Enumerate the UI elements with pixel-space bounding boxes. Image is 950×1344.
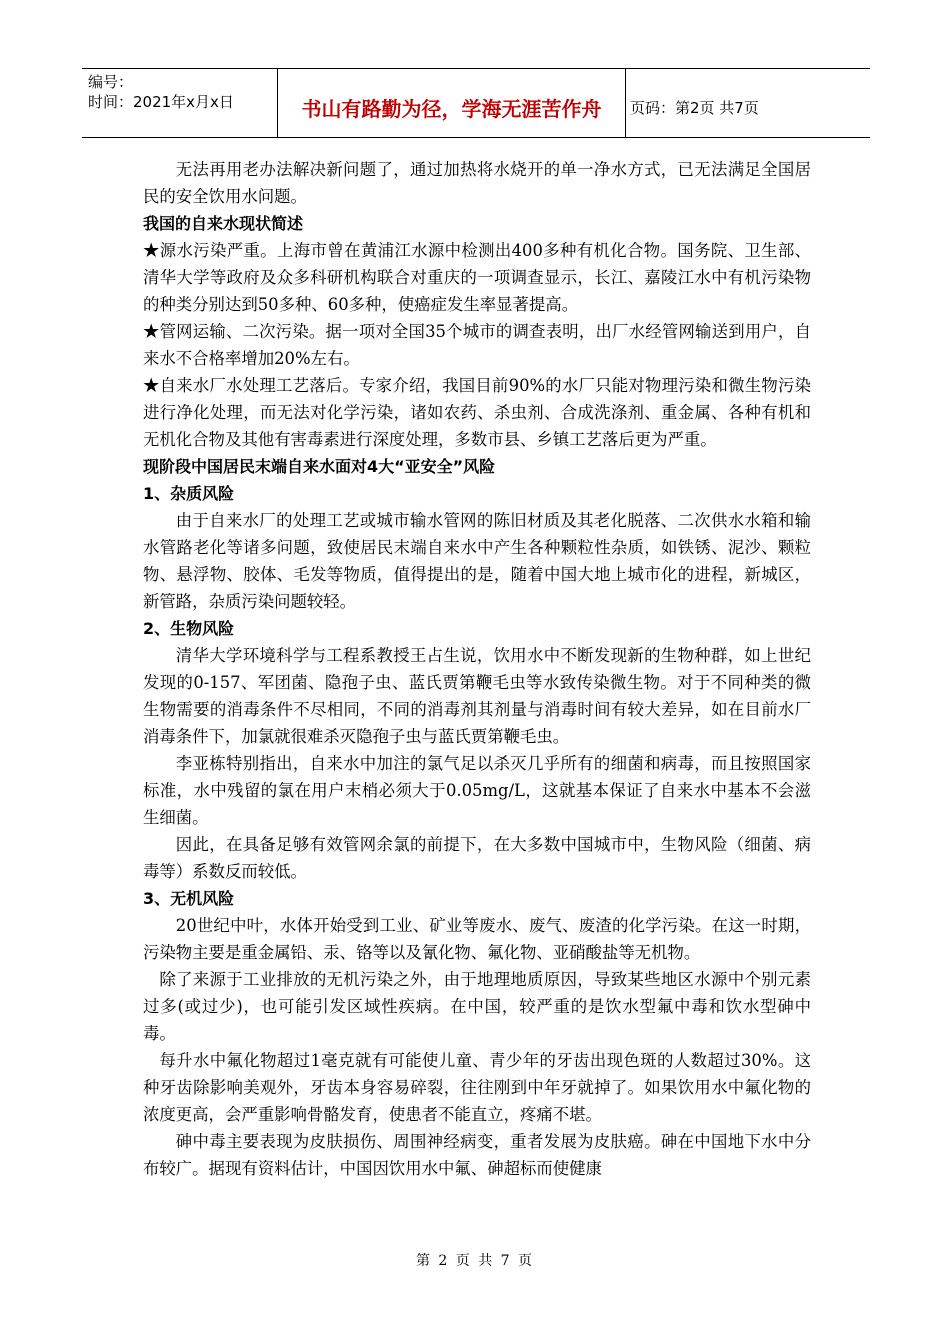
subsection-heading: 1、杂质风险 <box>143 484 235 503</box>
paragraph: 除了来源于工业排放的无机污染之外，由于地理地质原因，导致某些地区水源中个别元素过多(或过少)，也可能引发区域性疾病。在中国，较严重的是饮水型氟中毒和饮水型砷中毒。 <box>143 970 811 1043</box>
paragraph: 每升水中氟化物超过1毫克就有可能使儿童、青少年的牙齿出现色斑的人数超过30%。这种牙齿除影响美观外，牙齿本身容易碎裂，往往刚到中年牙就掉了。如果饮用水中氟化物的浓度更高，会严重影响骨骼发育，使患者不能直立，疼痛不堪。 <box>143 1051 811 1124</box>
paragraph: 由于自来水厂的处理工艺或城市输水管网的陈旧材质及其老化脱落、二次供水水箱和输水管路老化等诸多问题，致使居民末端自来水中产生各种颗粒性杂质，如铁锈、泥沙、颗粒物、悬浮物、胶体、毛发等物质，值得提出的是，随着中国大地上城市化的进程，新城区，新管路，杂质污染问题较轻。 <box>143 511 811 611</box>
paragraph: 因此，在具备足够有效管网余氯的前提下，在大多数中国城市中，生物风险（细菌、病毒等）系数反而较低。 <box>143 835 811 881</box>
document-number-label: 编号： <box>88 73 134 91</box>
paragraph: ★源水污染严重。上海市曾在黄浦江水源中检测出400多种有机化合物。国务院、卫生部、清华大学等政府及众多科研机构联合对重庆的一项调查显示，长江、嘉陵江水中有机污染物的种类分别达到50多种、60多种，使癌症发生率显著提高。 <box>143 241 811 314</box>
paragraph: 无法再用老办法解决新问题了，通过加热将水烧开的单一净水方式，已无法满足全国居民的安全饮用水问题。 <box>143 160 811 206</box>
page-footer: 第 2 页 共 7 页 <box>415 1253 535 1269</box>
subsection-heading: 2、生物风险 <box>143 619 235 638</box>
paragraph: ★管网运输、二次污染。据一项对全国35个城市的调查表明，出厂水经管网输送到用户，自来水不合格率增加20%左右。 <box>143 322 811 368</box>
document-time-label: 时间：2021年x月x日 <box>88 93 234 111</box>
paragraph: 李亚栋特别指出，自来水中加注的氯气足以杀灭几乎所有的细菌和病毒，而且按照国家标准，水中残留的氯在用户末梢必须大于0.05mg/L，这就基本保证了自来水中基本不会滋生细菌。 <box>143 754 811 827</box>
paragraph: ★自来水厂水处理工艺落后。专家介绍，我国目前90%的水厂只能对物理污染和微生物污染进行净化处理，而无法对化学污染，诸如农药、杀虫剂、合成洗涤剂、重金属、各种有机和无机化合物及其他有害毒素进行深度处理，多数市县、乡镇工艺落后更为严重。 <box>143 376 811 449</box>
paragraph: 清华大学环境科学与工程系教授王占生说，饮用水中不断发现新的生物种群，如上世纪发现的0-157、军团菌、隐孢子虫、蓝氏贾第鞭毛虫等水致传染微生物。对于不同种类的微生物需要的消毒条件不尽相同，不同的消毒剂其剂量与消毒时间有较大差异，如在目前水厂消毒条件下，加氯就很难杀灭隐孢子虫与蓝氏贾第鞭毛虫。 <box>143 646 811 746</box>
page-header <box>82 68 870 138</box>
document-body <box>143 156 811 1182</box>
header-meta <box>82 69 278 137</box>
subsection-heading: 3、无机风险 <box>143 889 235 908</box>
paragraph: 砷中毒主要表现为皮肤损伤、周围神经病变，重者发展为皮肤癌。砷在中国地下水中分布较广。据现有资料估计，中国因饮用水中氟、砷超标而使健康 <box>143 1132 811 1178</box>
paragraph: 20世纪中叶，水体开始受到工业、矿业等废水、废气、废渣的化学污染。在这一时期，污染物主要是重金属铅、汞、铬等以及氰化物、氟化物、亚硝酸盐等无机物。 <box>143 916 811 962</box>
header-motto: 书山有路勤为径，学海无涯苦作舟 <box>278 69 626 137</box>
section-heading: 现阶段中国居民末端自来水面对4大“亚安全”风险 <box>143 457 496 476</box>
section-heading: 我国的自来水现状简述 <box>143 214 304 233</box>
header-page-code: 页码：第2页 共7页 <box>630 98 759 117</box>
